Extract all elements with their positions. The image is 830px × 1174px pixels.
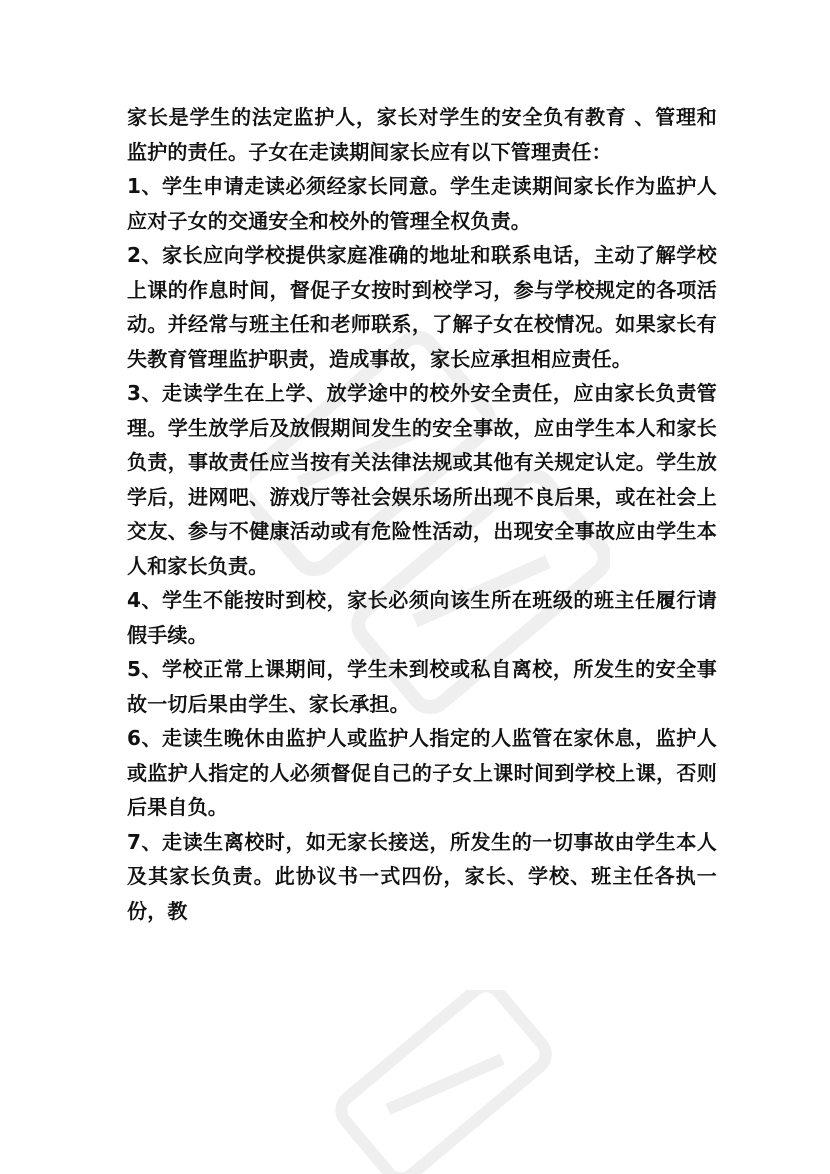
paragraph-item-4: 4、学生不能按时到校，家长必须向该生所在班级的班主任履行请假手续。 (127, 588, 717, 647)
paragraph-intro: 家长是学生的法定监护人，家长对学生的安全负有教育 、管理和监护的责任。子女在走读期间家长应有以下管理责任： (127, 105, 717, 164)
paragraph-item-5: 5、学校正常上课期间，学生未到校或私自离校，所发生的安全事故一切后果由学生、家长承担。 (127, 657, 717, 716)
watermark-logo-bottom (300, 990, 600, 1174)
paragraph-item-6: 6、走读生晚休由监护人或监护人指定的人监管在家休息，监护人或监护人指定的人必须督促自己的子女上课时间到学校上课，否则后果自负。 (127, 726, 717, 819)
paragraph-item-2: 2、家长应向学校提供家庭准确的地址和联系电话，主动了解学校上课的作息时间，督促子女按时到校学习，参与学校规定的各项活动。并经常与班主任和老师联系，了解子女在校情况。如果家长有失教育管理监护职责，造成事故，家长应承担相应责任。 (127, 243, 717, 371)
paragraph-item-3: 3、走读学生在上学、放学途中的校外安全责任，应由家长负责管理。学生放学后及放假期间发生的安全事故，应由学生本人和家长负责，事故责任应当按有关法律法规或其他有关规定认定。学生放学后，进网吧、游戏厅等社会娱乐场所出现不良后果，或在社会上交友、参与不健康活动或有危险性活动，出现安全事故应由学生本人和家长负责。 (127, 381, 717, 578)
paragraph-item-7: 7、走读生离校时，如无家长接送，所发生的一切事故由学生本人及其家长负责。此协议书一式四份，家长、学校、班主任各执一份，教 (127, 829, 717, 923)
paragraph-item-1: 1、学生申请走读必须经家长同意。学生走读期间家长作为监护人应对子女的交通安全和校外的管理全权负责。 (127, 174, 717, 233)
document-body (127, 100, 717, 928)
